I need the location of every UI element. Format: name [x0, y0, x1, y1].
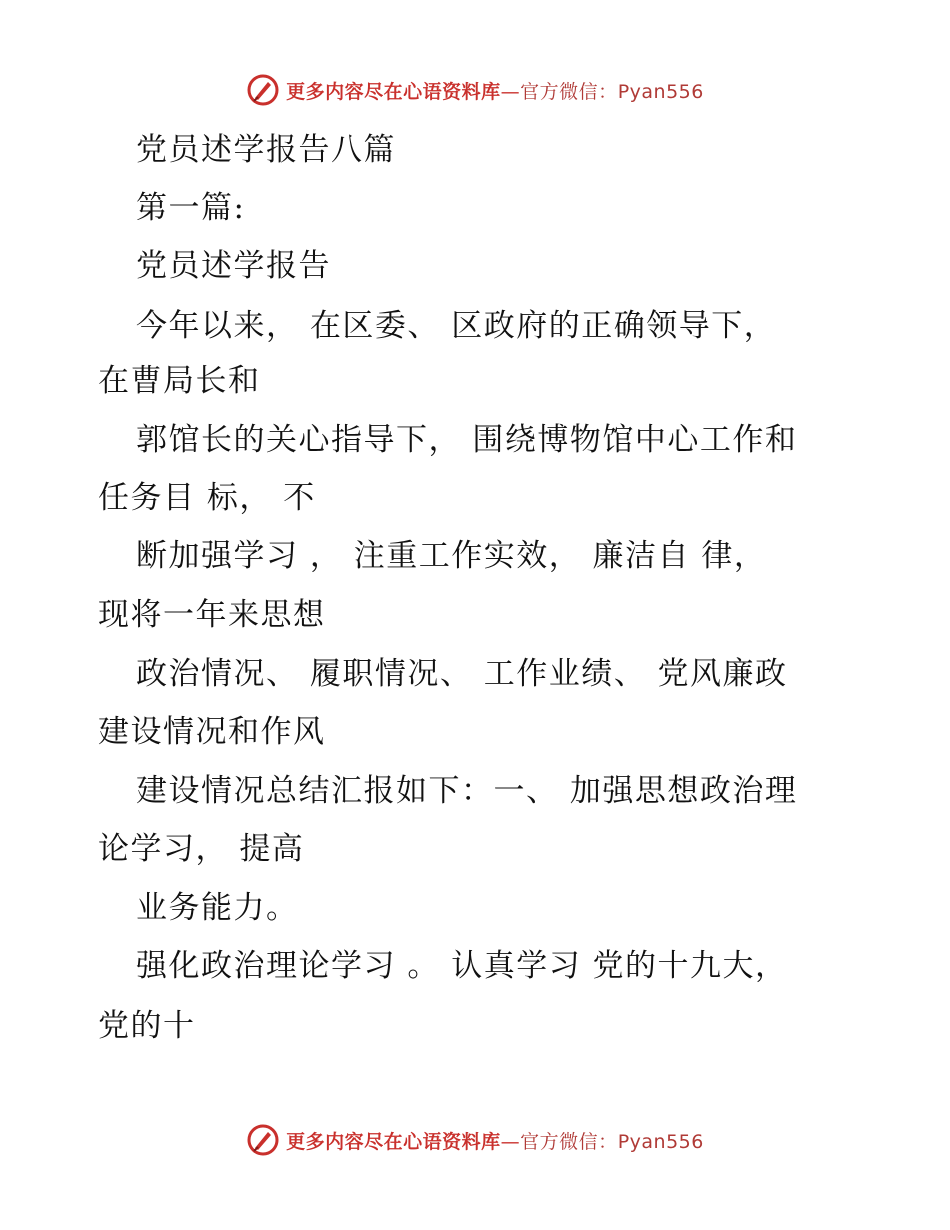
- document-line: 在曹局长和: [98, 363, 261, 399]
- document-line: 论学习， 提高: [98, 831, 305, 867]
- header-banner: [0, 72, 950, 108]
- footer-wechat-id: Pyan556: [617, 1130, 704, 1153]
- footer-banner: [0, 1122, 950, 1158]
- document-line: 今年以来， 在区委、 区政府的正确领导下，: [136, 308, 777, 344]
- document-line: 任务目 标， 不: [98, 480, 316, 516]
- header-wechat-label: 官方微信：: [520, 80, 618, 103]
- document-line: 郭馆长的关心指导下， 围绕博物馆中心工作和: [136, 422, 798, 458]
- document-line: 建设情况总结汇报如下：一、 加强思想政治理: [136, 773, 798, 809]
- document-line: 党的十: [98, 1008, 196, 1044]
- footer-separator: —: [500, 1130, 521, 1153]
- header-separator: —: [500, 80, 521, 103]
- document-line: 现将一年来思想: [98, 597, 326, 633]
- document-line: 第一篇:: [136, 190, 246, 226]
- document-line: 强化政治理论学习 。 认真学习 党的十九大，: [136, 948, 788, 984]
- footer-wechat-label: 官方微信：: [520, 1130, 618, 1153]
- document-line: 建设情况和作风: [98, 714, 326, 750]
- header-site-text: 更多内容尽在心语资料库: [286, 80, 501, 103]
- document-subtitle: 党员述学报告: [136, 248, 331, 284]
- document-line: 政治情况、 履职情况、 工作业绩、 党风廉政: [136, 656, 788, 692]
- footer-site-text: 更多内容尽在心语资料库: [286, 1130, 501, 1153]
- document-line: 业务能力。: [136, 890, 299, 926]
- document-line: 断加强学习 ， 注重工作实效， 廉洁自 律，: [136, 538, 767, 574]
- header-wechat-id: Pyan556: [617, 80, 704, 103]
- footer-banner-text: [286, 1127, 704, 1154]
- document-title: 党员述学报告八篇: [136, 132, 396, 168]
- quill-logo-icon: [246, 73, 280, 107]
- header-banner-text: [286, 77, 704, 104]
- quill-logo-icon: [246, 1123, 280, 1157]
